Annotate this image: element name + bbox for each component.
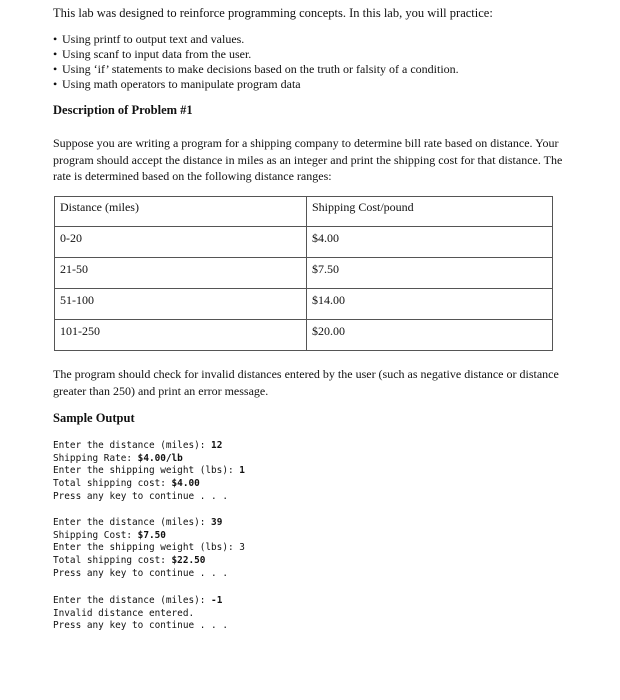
code-line: Shipping Rate: $4.00/lb xyxy=(53,452,183,464)
column-header-distance: Distance (miles) xyxy=(55,197,307,227)
sample-output-3 xyxy=(53,595,228,633)
distance-cell: 51-100 xyxy=(55,289,307,320)
distance-cell: 21-50 xyxy=(55,258,307,289)
code-line: Press any key to continue . . . xyxy=(53,490,228,502)
cost-cell: $4.00 xyxy=(307,227,553,258)
distance-cell: 0-20 xyxy=(55,227,307,258)
cost-cell: $20.00 xyxy=(307,320,553,351)
code-line: Invalid distance entered. xyxy=(53,607,195,619)
code-line: Total shipping cost: $22.50 xyxy=(53,555,206,567)
table-row xyxy=(55,227,553,258)
description-heading: Description of Problem #1 xyxy=(53,103,193,117)
code-line: Enter the distance (miles): 39 xyxy=(53,517,223,528)
code-line: Press any key to continue . . . xyxy=(53,620,228,632)
table-row xyxy=(55,320,553,351)
code-line: Enter the shipping weight (lbs): 3 xyxy=(53,542,245,554)
description-paragraph: Suppose you are writing a program for a shipping company to determine bill rate based on distance. Your program should accept the distance in miles as an integer and print the shipping cost for that distance. The rate is determined based on the following distance ranges: xyxy=(53,136,563,183)
list-item: • Using scanf to input data from the user. xyxy=(53,47,459,62)
sample-output-heading: Sample Output xyxy=(53,411,135,425)
code-line: Enter the distance (miles): 12 xyxy=(53,440,223,451)
list-item: • Using ‘if’ statements to make decisions based on the truth or falsity of a condition. xyxy=(53,62,459,77)
sample-output-2 xyxy=(53,517,245,581)
list-item: • Using math operators to manipulate program data xyxy=(53,77,459,92)
code-line: Enter the distance (miles): -1 xyxy=(53,595,223,606)
practice-list xyxy=(53,32,459,92)
cost-cell: $14.00 xyxy=(307,289,553,320)
code-line: Press any key to continue . . . xyxy=(53,567,228,579)
column-header-cost: Shipping Cost/pound xyxy=(307,197,553,227)
invalid-distance-note: The program should check for invalid distances entered by the user (such as negative distance or distance greater than 250) and print an error message. xyxy=(53,367,559,398)
code-line: Total shipping cost: $4.00 xyxy=(53,478,200,490)
distance-cell: 101-250 xyxy=(55,320,307,351)
rate-table xyxy=(54,196,553,351)
table-row xyxy=(55,258,553,289)
sample-output-1 xyxy=(53,440,245,504)
table-header-row xyxy=(55,197,553,227)
intro-text: This lab was designed to reinforce programming concepts. In this lab, you will practice: xyxy=(53,6,493,20)
code-line: Enter the shipping weight (lbs): 1 xyxy=(53,465,245,477)
list-item: • Using printf to output text and values. xyxy=(53,32,459,47)
table-row xyxy=(55,289,553,320)
cost-cell: $7.50 xyxy=(307,258,553,289)
code-line: Shipping Cost: $7.50 xyxy=(53,529,166,541)
